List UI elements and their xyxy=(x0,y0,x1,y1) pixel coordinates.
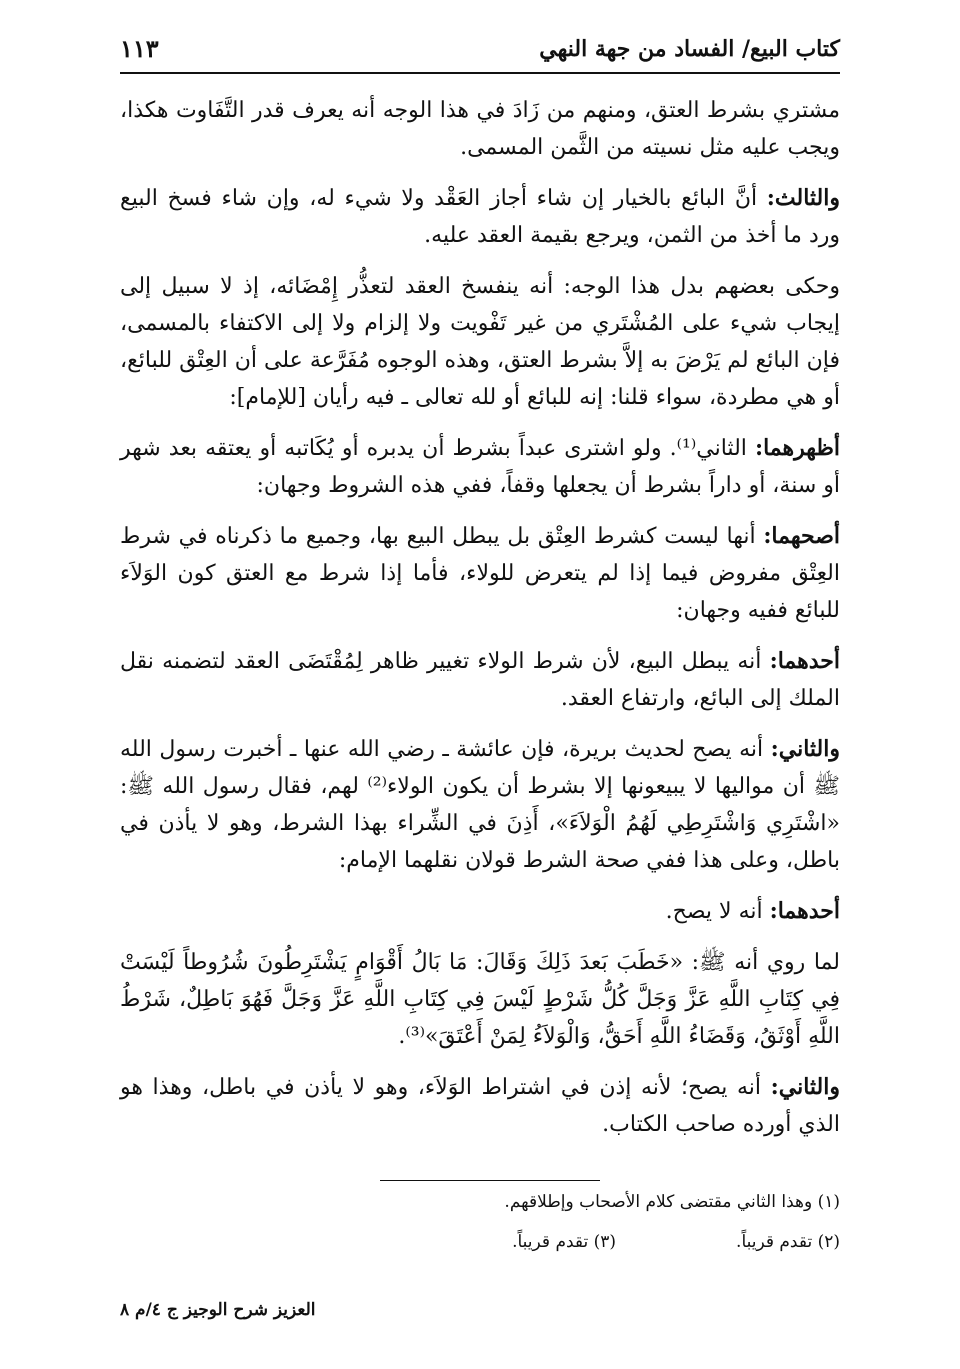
footnote-3: (٣) تقدم قريباً. xyxy=(512,1232,617,1252)
footnote-row xyxy=(120,1230,840,1254)
paragraph xyxy=(120,893,840,930)
paragraph xyxy=(120,1069,840,1143)
paragraph-text: أنه يصح لحديث بريرة، فإن عائشة ـ رضي الله عنها ـ أخبرت رسول الله ﷺ أن مواليها لا يبيعونها إلا بشرط أن يكون الولاء⁽²⁾ لهم، فقال رسول الله ﷺ: «اشْتَرِي وَاشْتَرِطِي لَهُمُ الْوَلاَءَ»، أَذِنَ في الشِّراء بهذا الشرط، وهو لا يأذن في باطل، وعلى هذا ففي صحة الشرط قولان نقلهما الإمام: xyxy=(120,737,840,873)
paragraph xyxy=(120,268,840,416)
paragraph xyxy=(120,944,840,1055)
paragraph-lead: والثاني: xyxy=(770,1074,840,1100)
paragraph-text: أنه لا يصح. xyxy=(665,899,770,924)
footnote-1: (١) وهذا الثاني مقتضى كلام الأصحاب وإطلاقهم. xyxy=(504,1192,840,1212)
page-number: ١١٣ xyxy=(120,34,159,63)
footnote-divider xyxy=(380,1180,600,1181)
paragraph-text: وحكى بعضهم بدل هذا الوجه: أنه ينفسخ العقد لتعذُّر إِمْضَائه، إذ لا سبيل إلى إيجاب شيء على المُشْتَري من غير تَفْويت ولا إلزام ولا إلى الاكتفاء بالمسمى، فإن البائع لم يَرْضَ به إلاَّ بشرط العتق، وهذه الوجوه مُفَرَّعة على أن العِتْق للبائع، أو هي مطردة، سواء قلنا: إنه للبائع أو لله تعالى ـ فيه رأيان [للإمام]: xyxy=(120,274,840,410)
running-title: كتاب البيع/ الفساد من جهة النهي xyxy=(539,36,840,62)
paragraph-text: أنه يبطل البيع، لأن شرط الولاء تغيير ظاهر لِمُقْتَضَى العقد لتضمنه نقل الملك إلى البائع، وارتفاع العقد. xyxy=(120,649,840,711)
paragraph-text: الثاني⁽¹⁾. ولو اشترى عبداً بشرط أن يدبره أو يُكَاتبه أو يعتقه بعد شهر أو سنة، أو داراً بشرط أن يجعلها وقفاً، ففي هذه الشروط وجهان: xyxy=(120,436,840,498)
footnote-2: (٢) تقدم قريباً. xyxy=(736,1232,840,1252)
paragraph-text: أنها ليست كشرط العِتْق بل يبطل البيع بها، وجميع ما ذكرناه في شرط العِتْق مفروض فيما إذا لم يتعرض للولاء، فأما إذا شرط مع العتق كون الوَلاَء للبائع ففيه وجهان: xyxy=(120,524,840,623)
paragraph xyxy=(120,180,840,254)
page-header xyxy=(120,30,840,74)
paragraph xyxy=(120,92,840,166)
footnotes xyxy=(120,1190,840,1254)
paragraph-lead: أظهرهما: xyxy=(754,435,840,461)
main-text xyxy=(120,92,840,1157)
paragraph-lead: أحدهما: xyxy=(769,898,840,924)
paragraph xyxy=(120,643,840,717)
paragraph-lead: والثاني: xyxy=(770,736,840,762)
paragraph xyxy=(120,430,840,504)
paragraph-text: أنه يصح؛ لأنه إذن في اشتراط الوَلاَء، وهو لا يأذن في باطل، وهذا هو الذي أورده صاحب الكتاب. xyxy=(120,1075,840,1137)
paragraph-text: أنَّ البائع بالخيار إن شاء أجاز العَقْد ولا شيء له، وإن شاء فسخ البيع ورد ما أخذ من الثمن، ويرجع بقيمة العقد عليه. xyxy=(120,186,840,248)
paragraph xyxy=(120,731,840,879)
paragraph-text: لما روي أنه ﷺ: «خَطَبَ بَعدَ ذَلِكَ وَقَالَ: مَا بَالُ أَقْوَامٍ يَشْتَرِطُونَ شُرُوطاً لَيْسَتْ فِي كِتَابِ اللَّهِ عَزَّ وَجَلَّ كُلُّ شَرْطٍ لَيْسَ فِي كِتَابِ اللَّهِ عَزَّ وَجَلَّ فَهُوَ بَاطِلٌ، شَرْطُ اللَّهِ أَوْثَقُ، وَقَضَاءُ اللَّهِ أَحَقُّ، وَالْوَلاَءُ لِمَنْ أَعْتَقَ»⁽³⁾. xyxy=(120,950,841,1049)
paragraph-lead: أصحهما: xyxy=(763,523,840,549)
paragraph-lead: والثالث: xyxy=(766,185,840,211)
printer-signature: العزيز شرح الوجيز ج ٤/م ٨ xyxy=(120,1300,316,1320)
paragraph xyxy=(120,518,840,629)
paragraph-lead: أحدهما: xyxy=(769,648,840,674)
paragraph-text: مشتري بشرط العتق، ومنهم من زَادَ في هذا الوجه أنه يعرف قدر التَّفَاوت هكذا، ويجب عليه مثل نسيته من الثَّمن المسمى. xyxy=(120,98,840,160)
